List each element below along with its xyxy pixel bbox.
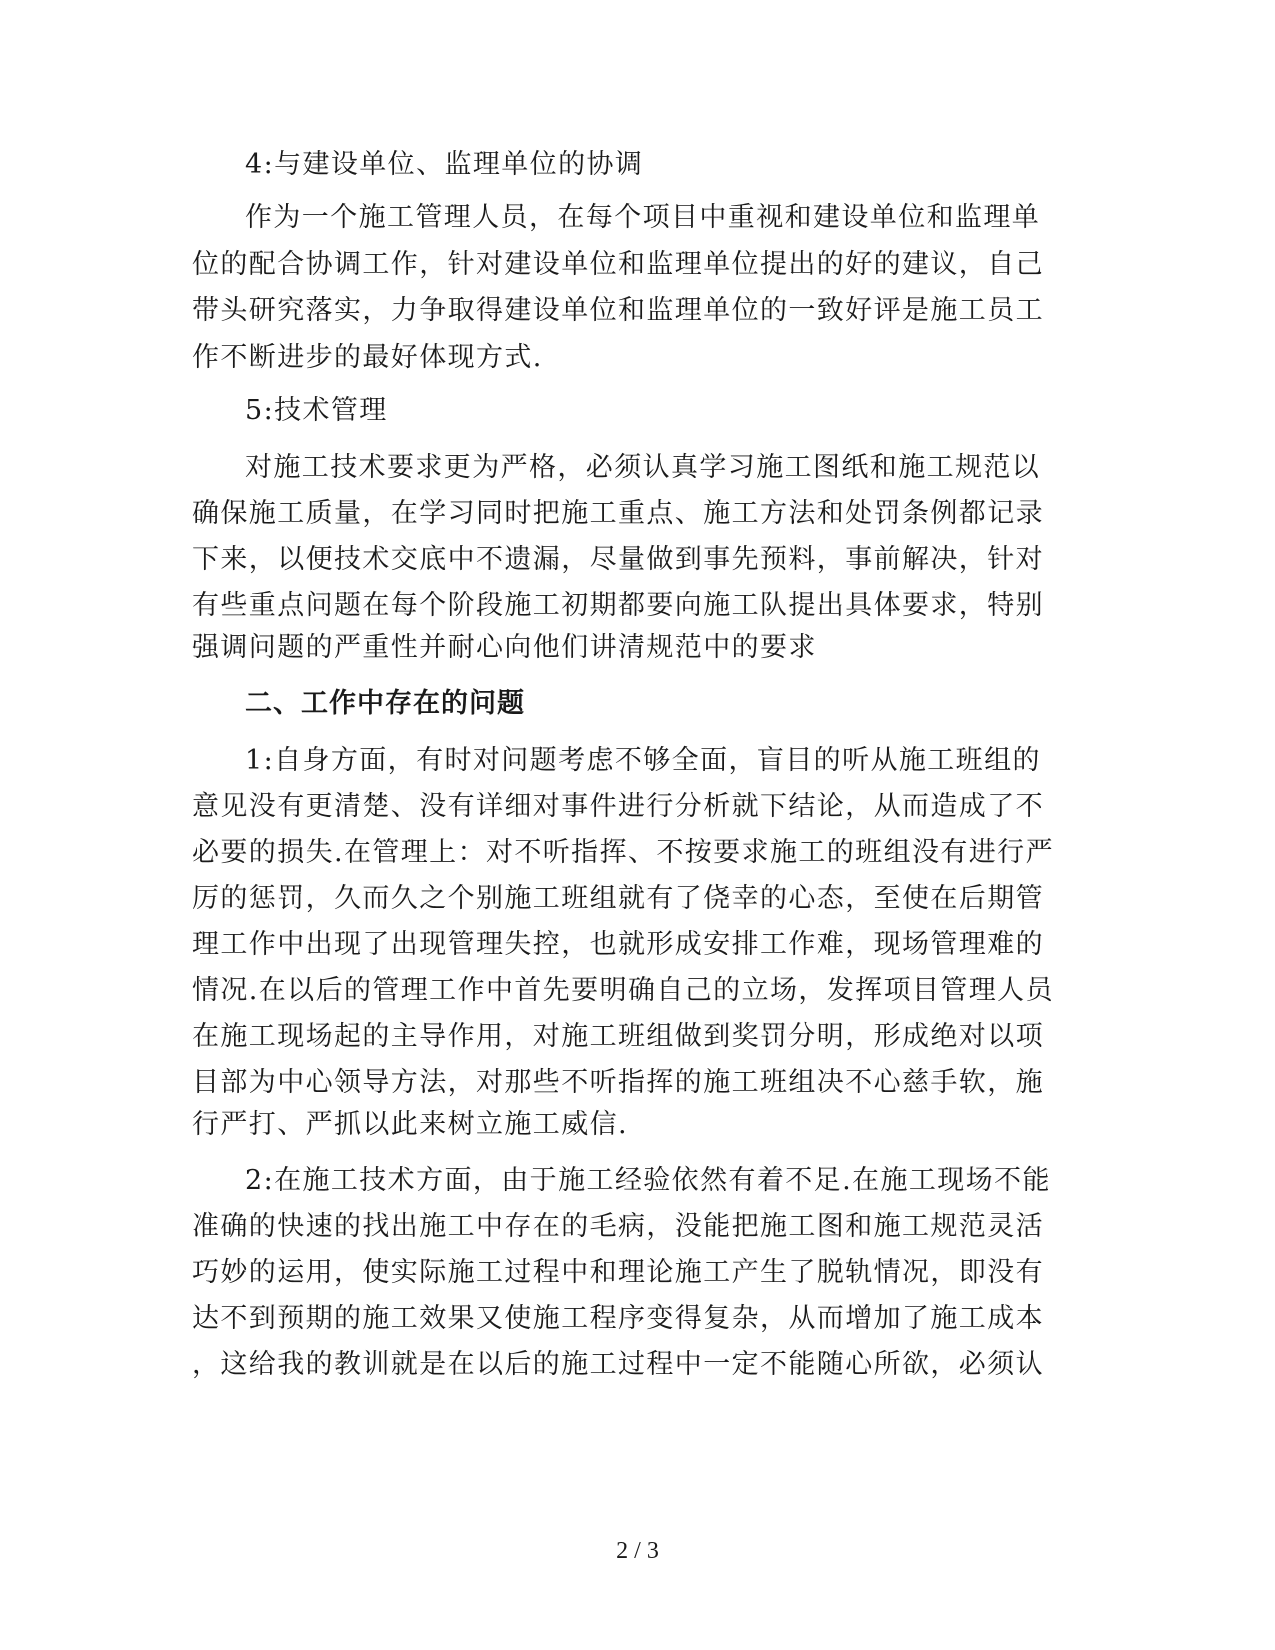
section-heading: 二、工作中存在的问题 <box>245 688 525 719</box>
paragraph-line: 强调问题的严重性并耐心向他们讲清规范中的要求 <box>192 632 817 663</box>
paragraph-line: 理工作中出现了出现管理失控，也就形成安排工作难，现场管理难的 <box>192 929 1044 960</box>
paragraph-line: 对施工技术要求更为严格，必须认真学习施工图纸和施工规范以 <box>245 452 1041 483</box>
paragraph-line: 下来，以便技术交底中不遗漏，尽量做到事先预料，事前解决，针对 <box>192 544 1044 575</box>
paragraph-line: 作不断进步的最好体现方式. <box>192 342 543 373</box>
paragraph-line: 带头研究落实，力争取得建设单位和监理单位的一致好评是施工员工 <box>192 295 1044 326</box>
paragraph-line: 在施工现场起的主导作用，对施工班组做到奖罚分明，形成绝对以项 <box>192 1021 1044 1052</box>
subheading-coordination: 4:与建设单位、监理单位的协调 <box>245 149 644 180</box>
subheading-technical-management: 5:技术管理 <box>245 395 388 426</box>
paragraph-line: 有些重点问题在每个阶段施工初期都要向施工队提出具体要求，特别 <box>192 590 1044 621</box>
paragraph-line: 达不到预期的施工效果又使施工程序变得复杂，从而增加了施工成本 <box>192 1303 1044 1334</box>
paragraph-line: 位的配合协调工作，针对建设单位和监理单位提出的好的建议，自己 <box>192 249 1044 280</box>
paragraph-line: 1:自身方面，有时对问题考虑不够全面，盲目的听从施工班组的 <box>245 745 1041 776</box>
paragraph-line: 厉的惩罚，久而久之个别施工班组就有了侥幸的心态，至使在后期管 <box>192 883 1044 914</box>
paragraph-line: 行严打、严抓以此来树立施工威信. <box>192 1109 628 1140</box>
paragraph-line: 准确的快速的找出施工中存在的毛病，没能把施工图和施工规范灵活 <box>192 1211 1044 1242</box>
page-number: 2 / 3 <box>616 1538 659 1564</box>
paragraph-line: 确保施工质量，在学习同时把施工重点、施工方法和处罚条例都记录 <box>192 498 1044 529</box>
paragraph-line: 情况.在以后的管理工作中首先要明确自己的立场，发挥项目管理人员 <box>192 975 1054 1006</box>
paragraph-line: 巧妙的运用，使实际施工过程中和理论施工产生了脱轨情况，即没有 <box>192 1257 1044 1288</box>
paragraph-line: ，这给我的教训就是在以后的施工过程中一定不能随心所欲，必须认 <box>192 1349 1044 1380</box>
paragraph-line: 目部为中心领导方法，对那些不听指挥的施工班组决不心慈手软，施 <box>192 1067 1044 1098</box>
paragraph-line: 2:在施工技术方面，由于施工经验依然有着不足.在施工现场不能 <box>245 1165 1051 1196</box>
paragraph-line: 意见没有更清楚、没有详细对事件进行分析就下结论，从而造成了不 <box>192 791 1044 822</box>
paragraph-line: 作为一个施工管理人员，在每个项目中重视和建设单位和监理单 <box>245 202 1041 233</box>
paragraph-line: 必要的损失.在管理上：对不听指挥、不按要求施工的班组没有进行严 <box>192 837 1054 868</box>
